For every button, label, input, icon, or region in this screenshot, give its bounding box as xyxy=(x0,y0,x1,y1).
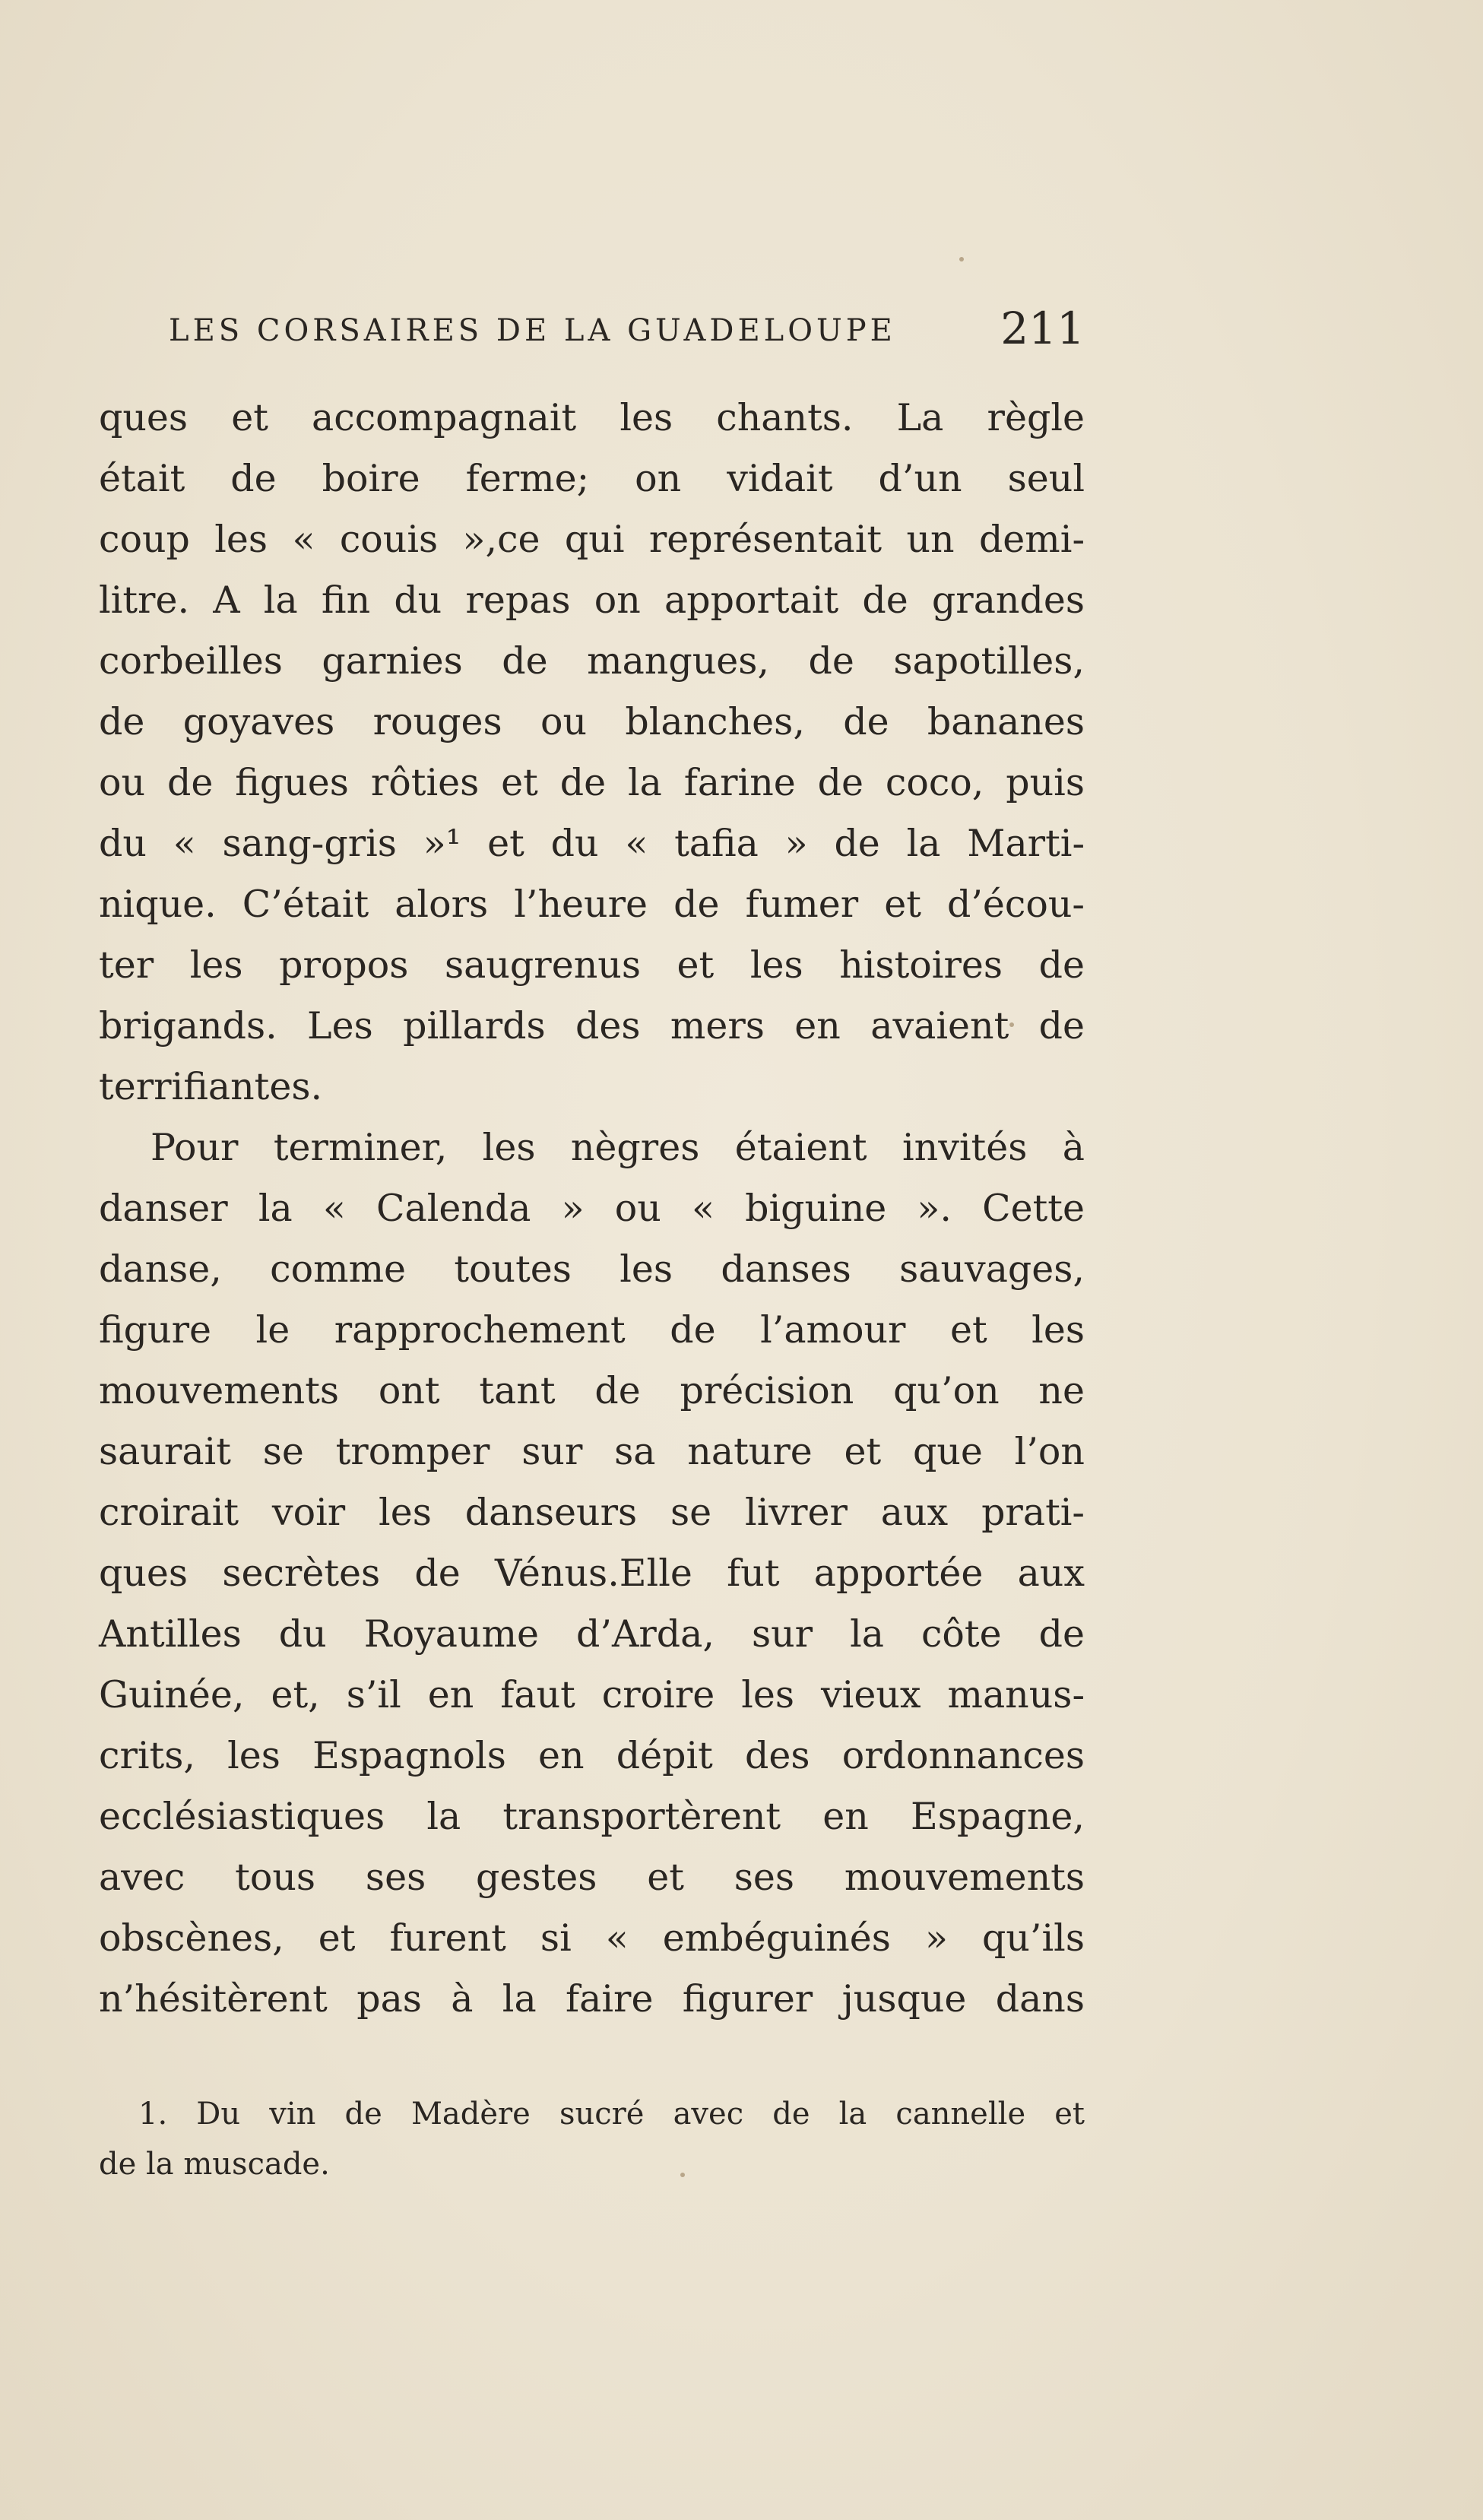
text-line: mouvements ont tant de précision qu’on ne xyxy=(99,1369,1085,1412)
text-line: Pour terminer, les nègres étaient invités à xyxy=(151,1126,1085,1169)
text-line: ecclésiastiques la transportèrent en Espagne, xyxy=(99,1795,1085,1838)
text-line: Guinée, et, s’il en faut croire les vieux manus- xyxy=(99,1673,1085,1716)
text-line: danser la « Calenda » ou « biguine ». Cette xyxy=(99,1187,1085,1230)
text-line: ques secrètes de Vénus.Elle fut apportée aux xyxy=(99,1552,1085,1595)
text-line: corbeilles garnies de mangues, de sapotilles, xyxy=(99,639,1085,683)
text-line: crits, les Espagnols en dépit des ordonnances xyxy=(99,1734,1085,1777)
text-line: nique. C’était alors l’heure de fumer et d’écou- xyxy=(99,883,1085,926)
text-line: ques et accompagnait les chants. La règle xyxy=(99,396,1085,439)
text-line: était de boire ferme; on vidait d’un seul xyxy=(99,457,1085,500)
text-line: coup les « couis »,ce qui représentait un demi- xyxy=(99,518,1085,561)
page-number: 211 xyxy=(1000,303,1085,354)
body-text xyxy=(99,388,1085,2030)
running-head xyxy=(169,303,1085,356)
text-line: danse, comme toutes les danses sauvages, xyxy=(99,1247,1085,1291)
text-line: ou de figues rôties et de la farine de coco, puis xyxy=(99,761,1085,804)
text-line: avec tous ses gestes et ses mouvements xyxy=(99,1856,1085,1899)
text-line: saurait se tromper sur sa nature et que l’on xyxy=(99,1430,1085,1473)
text-line: n’hésitèrent pas à la faire figurer jusque dans xyxy=(99,1977,1085,2021)
text-line: terrifiantes. xyxy=(99,1065,323,1108)
footnote-line: 1. Du vin de Madère sucré avec de la cannelle et xyxy=(138,2097,1085,2132)
text-line: de goyaves rouges ou blanches, de bananes xyxy=(99,700,1085,743)
running-title: LES CORSAIRES DE LA GUADELOUPE xyxy=(169,313,896,348)
paper-speck xyxy=(959,257,964,262)
text-line: brigands. Les pillards des mers en avaient de xyxy=(99,1004,1085,1048)
text-line: obscènes, et furent si « embéguinés » qu’ils xyxy=(99,1916,1085,1960)
text-line: Antilles du Royaume d’Arda, sur la côte de xyxy=(99,1612,1085,1656)
text-line: litre. A la fin du repas on apportait de grandes xyxy=(99,578,1085,622)
footnotes xyxy=(99,2089,1085,2189)
text-line: du « sang-gris »¹ et du « tafia » de la Marti- xyxy=(99,822,1085,865)
footnote-line: de la muscade. xyxy=(99,2147,330,2182)
text-line: ter les propos saugrenus et les histoires de xyxy=(99,943,1085,987)
text-line: figure le rapprochement de l’amour et les xyxy=(99,1308,1085,1352)
text-line: croirait voir les danseurs se livrer aux prati- xyxy=(99,1491,1085,1534)
